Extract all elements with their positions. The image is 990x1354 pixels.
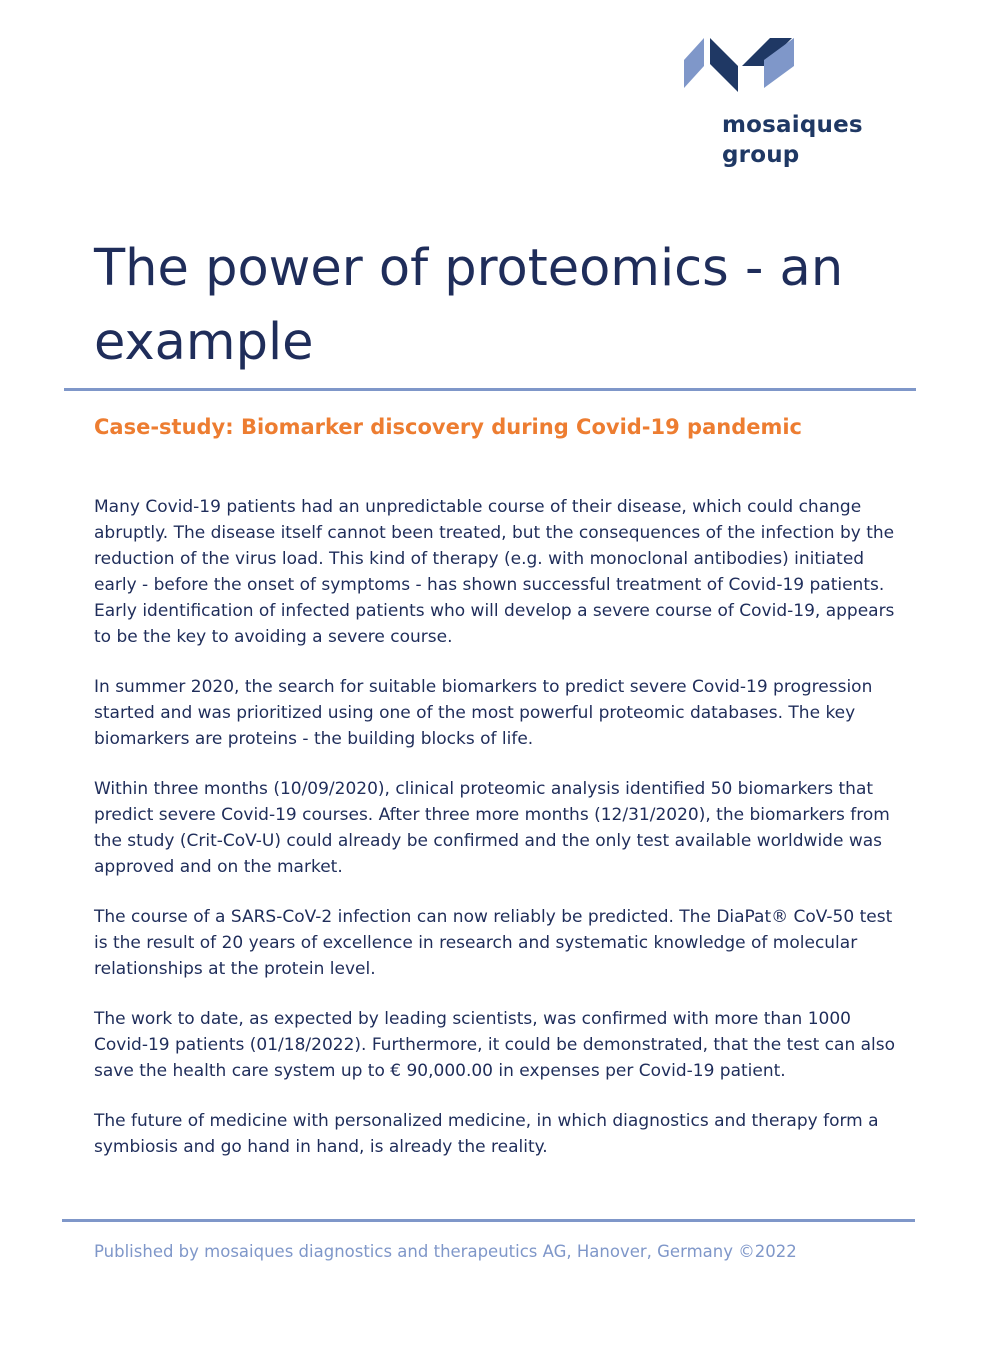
case-study-subtitle: Case-study: Biomarker discovery during Covid-19 pandemic — [94, 415, 803, 439]
mosaiques-group-logo — [682, 36, 882, 176]
paragraph-timeline: Within three months (10/09/2020), clinical proteomic analysis identified 50 biomarkers that predict severe Covid-19 courses. After three more months (12/31/2020), the biomarkers from the study (Crit-CoV-U) could already be confirmed and the only test available worldwide was approved and on the market. — [94, 779, 890, 877]
footer-divider — [62, 1219, 915, 1222]
paragraph-prediction: The course of a SARS-CoV-2 infection can now reliably be predicted. The DiaPat® CoV-50 test is the result of 20 years of excellence in research and systematic knowledge of molecular relationships at the protein level. — [94, 907, 893, 979]
logo-line-1: mosaiques — [722, 112, 863, 138]
paragraph-confirmation: The work to date, as expected by leading scientists, was confirmed with more than 1000 Covid-19 patients (01/18/2022). Furthermore, it could be demonstrated, that the test can also save the health care system up to € 90,000.00 in expenses per Covid-19 patient. — [94, 1009, 896, 1081]
paragraph-search: In summer 2020, the search for suitable biomarkers to predict severe Covid-19 progression started and was prioritized using one of the most powerful proteomic databases. The key biomarkers are proteins - the building blocks of life. — [94, 677, 873, 749]
publisher-footer: Published by mosaiques diagnostics and therapeutics AG, Hanover, Germany ©2022 — [94, 1242, 797, 1261]
logo-line-2: group — [722, 142, 800, 168]
logo-wordmark — [722, 110, 863, 170]
paragraph-intro: Many Covid-19 patients had an unpredictable course of their disease, which could change abruptly. The disease itself cannot been treated, but the consequences of the infection by the reduction of the virus load. This kind of therapy (e.g. with monoclonal antibodies) initiated early - before the onset of symptoms - has shown successful treatment of Covid-19 patients. Early identification of infected patients who will develop a severe course of Covid-19, appears to be the key to avoiding a severe course. — [94, 497, 895, 647]
title-divider — [64, 388, 916, 391]
paragraph-future: The future of medicine with personalized medicine, in which diagnostics and therapy form a symbiosis and go hand in hand, is already the reality. — [94, 1111, 879, 1157]
logo-mark-icon — [682, 36, 802, 96]
page-title: The power of proteomics - an example — [94, 239, 844, 372]
body-text — [94, 494, 909, 1184]
